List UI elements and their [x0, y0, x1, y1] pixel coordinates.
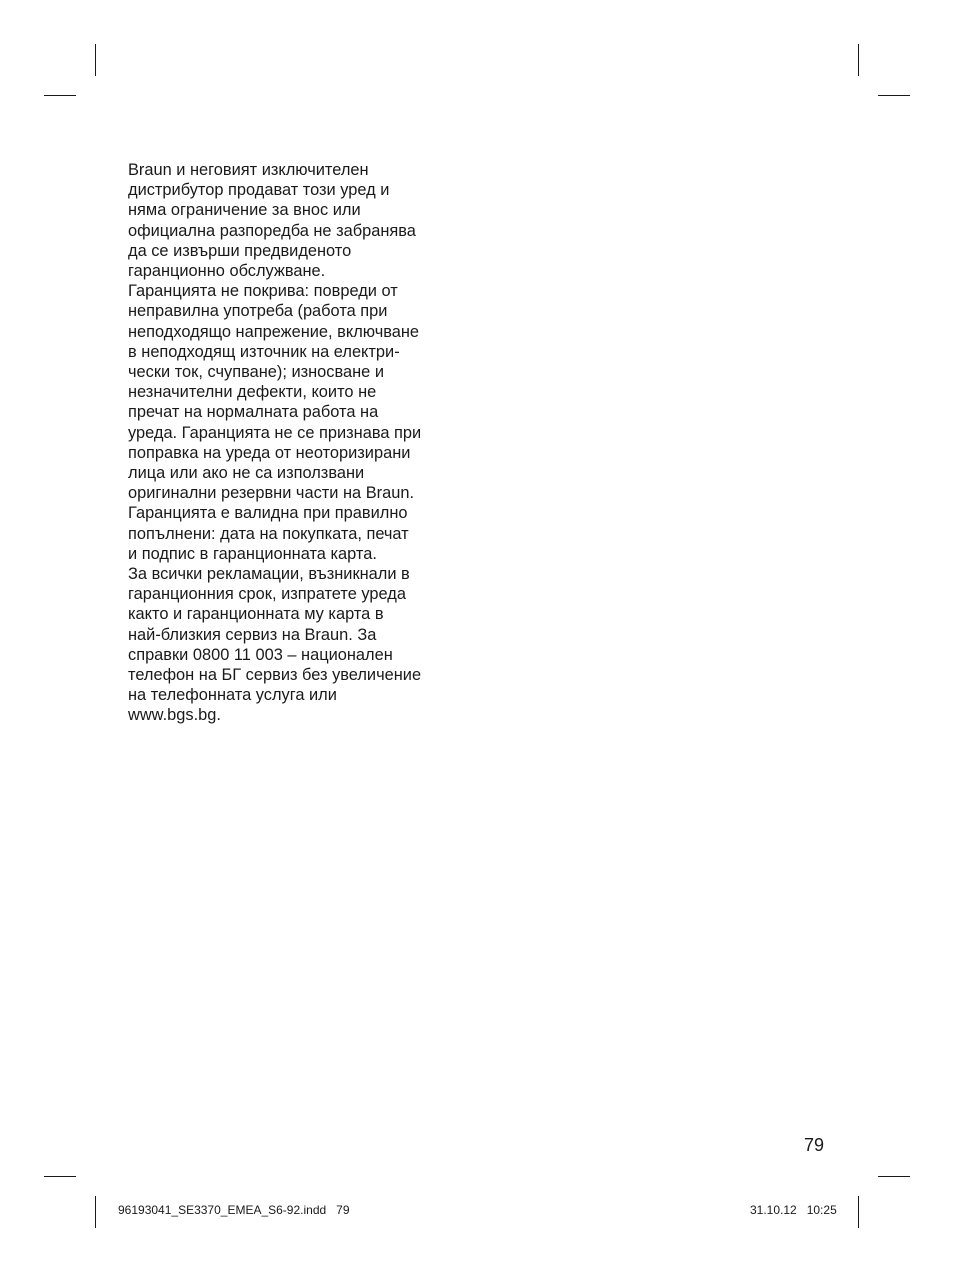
text-line: дистрибутор продават този уред и	[128, 181, 390, 200]
crop-mark-top-left-vertical	[95, 44, 96, 76]
text-line: официална разпоредба не забранява	[128, 221, 416, 240]
text-line: поправка на уреда от неоторизирани	[128, 443, 411, 462]
text-line: в неподходящ източник на електри-	[128, 342, 400, 361]
text-line: справки 0800 11 003 – национален	[128, 645, 393, 664]
text-line: www.bgs.bg.	[128, 706, 221, 725]
text-line: Braun и неговият изключителен	[128, 161, 369, 179]
text-line: както и гаранционната му карта в	[128, 605, 384, 624]
text-line: чески ток, счупване); износване и	[128, 363, 384, 382]
page-number: 79	[804, 1135, 825, 1155]
text-line: Гаранцията не покрива: повреди от	[128, 282, 398, 301]
text-line: пречат на нормалната работа на	[128, 403, 379, 422]
crop-mark-top-left-horizontal	[44, 95, 76, 96]
text-line: най-близкия сервиз на Braun. За	[128, 625, 377, 644]
text-line: незначителни дефекти, които не	[128, 383, 377, 402]
slug-datetime: 31.10.12 10:25	[750, 1203, 837, 1217]
crop-mark-bottom-right-horizontal	[878, 1176, 910, 1177]
text-line: уреда. Гаранцията не се признава при	[128, 423, 422, 442]
text-line: За всички рекламации, възникнали в	[128, 565, 410, 584]
text-line: гаранционния срок, изпратете уреда	[128, 585, 406, 604]
slug-file-info: 96193041_SE3370_EMEA_S6-92.indd 79	[118, 1203, 350, 1217]
text-line: попълнени: дата на покупката, печат	[128, 524, 409, 543]
text-line: оригинални резервни части на Braun.	[128, 484, 414, 503]
crop-mark-bottom-left-horizontal	[44, 1176, 76, 1177]
text-line: неправилна употреба (работа при	[128, 302, 388, 321]
text-line: на телефонната услуга или	[128, 686, 337, 705]
text-line: да се извърши предвиденото	[128, 241, 352, 260]
text-line: телефон на БГ сервиз без увеличение	[128, 666, 422, 685]
text-line: неподходящо напрежение, включване	[128, 322, 420, 341]
crop-mark-bottom-left-vertical	[95, 1196, 96, 1228]
crop-mark-top-right-horizontal	[878, 95, 910, 96]
text-line: няма ограничение за внос или	[128, 201, 361, 220]
text-line: и подпис в гаранционната карта.	[128, 544, 377, 563]
text-line: гаранционно обслужване.	[128, 262, 326, 281]
crop-mark-top-right-vertical	[858, 44, 859, 76]
warranty-text-column	[128, 160, 468, 726]
text-line: лица или ако не са използвани	[128, 464, 365, 483]
text-line: Гаранцията е валидна при правилно	[128, 504, 408, 523]
crop-mark-bottom-right-vertical	[858, 1196, 859, 1228]
